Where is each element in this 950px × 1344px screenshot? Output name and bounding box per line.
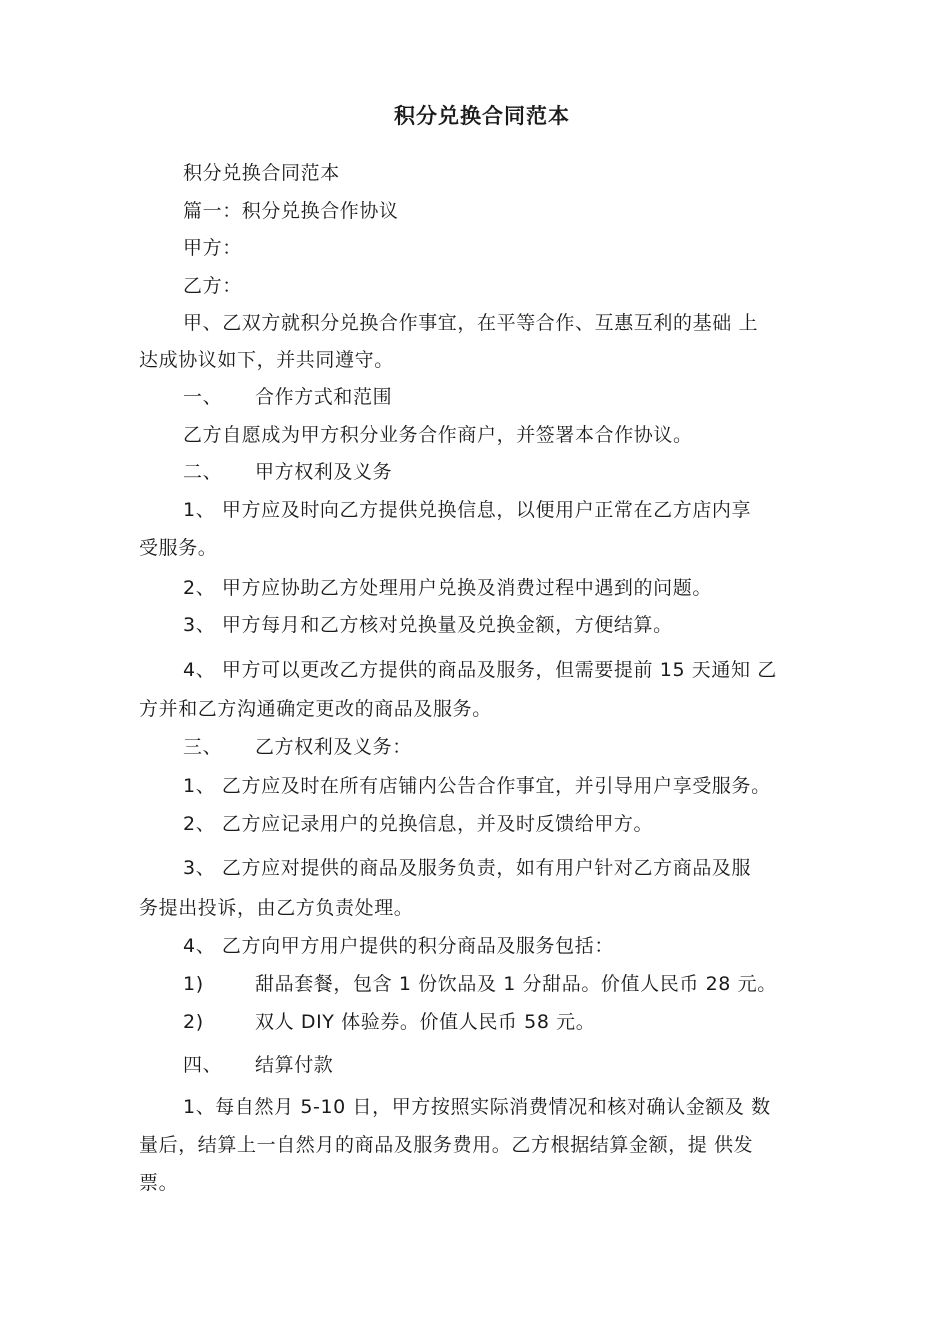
sub-item-text: 甜品套餐，包含 1 份饮品及 1 分甜品。价值人民币 28 元。 — [255, 973, 777, 995]
clause-line: 1、 甲方应及时向乙方提供兑换信息，以便用户正常在乙方店内享 — [183, 499, 752, 521]
intro-paragraph-line: 甲、乙双方就积分兑换合作事宜，在平等合作、互惠互利的基础 上 — [183, 312, 759, 334]
sub-item — [183, 1010, 595, 1034]
intro-paragraph-line: 达成协议如下，并共同遵守。 — [139, 349, 394, 371]
party-b-label: 乙方： — [183, 275, 242, 297]
section-title: 合作方式和范围 — [255, 386, 393, 408]
section-3-heading — [183, 735, 412, 759]
chapter-heading: 篇一：积分兑换合作协议 — [183, 200, 399, 222]
party-a-label: 甲方： — [183, 237, 242, 259]
clause-line: 2、 乙方应记录用户的兑换信息，并及时反馈给甲方。 — [183, 813, 654, 835]
clause-line: 4、 乙方向甲方用户提供的积分商品及服务包括： — [183, 935, 614, 957]
clause-line: 2、 甲方应协助乙方处理用户兑换及消费过程中遇到的问题。 — [183, 577, 712, 599]
section-4-heading — [183, 1053, 333, 1077]
clause-line: 3、 甲方每月和乙方核对兑换量及兑换金额，方便结算。 — [183, 614, 673, 636]
clause-line: 3、 乙方应对提供的商品及服务负责，如有用户针对乙方商品及服 — [183, 857, 752, 879]
sub-item-number: 1) — [183, 973, 204, 995]
clause-line: 方并和乙方沟通确定更改的商品及服务。 — [139, 698, 492, 720]
section-1-body: 乙方自愿成为甲方积分业务合作商户，并签署本合作协议。 — [183, 424, 693, 446]
section-number: 一、 — [183, 386, 223, 408]
clause-line: 1、 乙方应及时在所有店铺内公告合作事宜，并引导用户享受服务。 — [183, 775, 771, 797]
section-number: 二、 — [183, 461, 223, 483]
clause-line: 务提出投诉，由乙方负责处理。 — [139, 897, 414, 919]
section-number: 四、 — [183, 1054, 223, 1076]
section-2-heading — [183, 460, 392, 484]
sub-item-number: 2) — [183, 1011, 204, 1033]
heading-repeat: 积分兑换合同范本 — [183, 162, 340, 184]
section-title: 甲方权利及义务 — [255, 461, 393, 483]
section-title: 结算付款 — [255, 1054, 334, 1076]
section-1-heading — [183, 385, 392, 409]
clause-line: 受服务。 — [139, 537, 218, 559]
sub-item — [183, 972, 777, 996]
clause-line: 4、 甲方可以更改乙方提供的商品及服务，但需要提前 15 天通知 乙 — [183, 659, 777, 681]
section-number: 三、 — [183, 736, 223, 758]
clause-line: 1、每自然月 5-10 日，甲方按照实际消费情况和核对确认金额及 数 — [183, 1096, 771, 1118]
clause-line: 量后，结算上一自然月的商品及服务费用。乙方根据结算金额，提 供发 — [139, 1134, 754, 1156]
clause-line: 票。 — [139, 1172, 179, 1194]
sub-item-text: 双人 DIY 体验券。价值人民币 58 元。 — [255, 1011, 596, 1033]
section-title: 乙方权利及义务： — [255, 736, 412, 758]
document-title: 积分兑换合同范本 — [394, 104, 570, 128]
